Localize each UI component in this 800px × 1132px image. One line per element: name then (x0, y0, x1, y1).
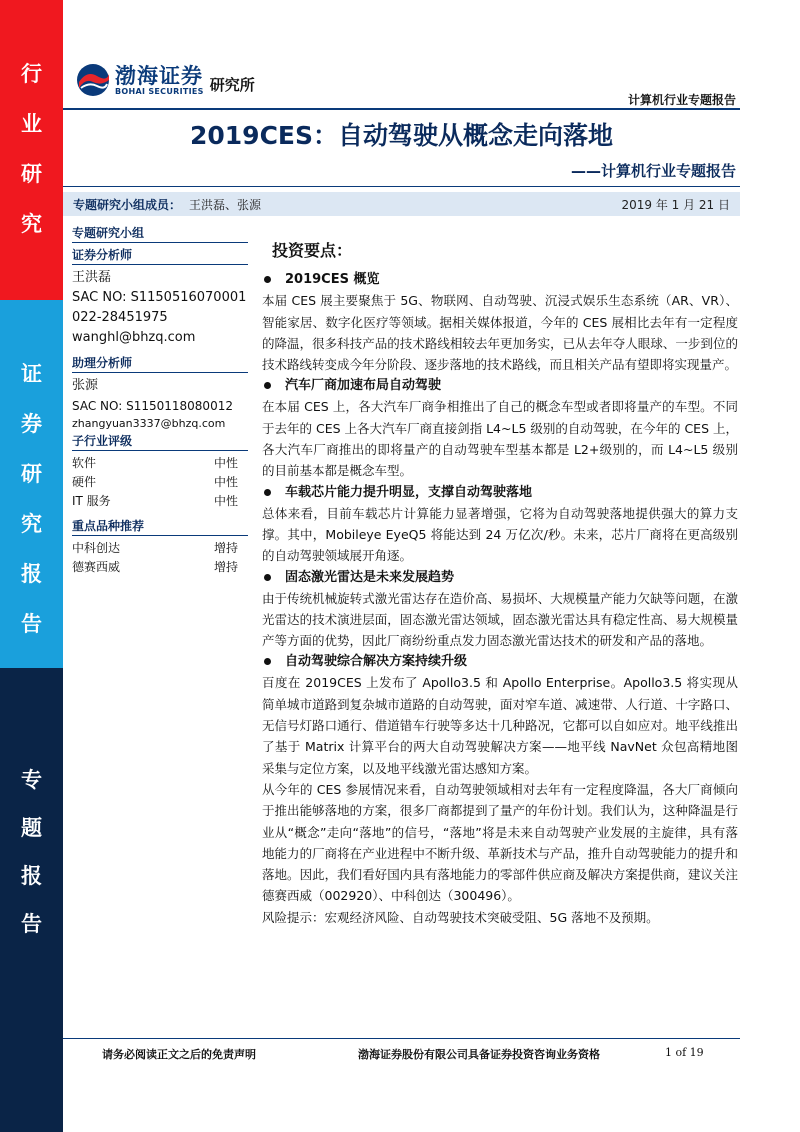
logo-company-cn: 渤海证券 (115, 62, 203, 88)
section-body: 本届 CES 展主要聚焦于 5G、物联网、自动驾驶、沉浸式娱乐生态系统（AR、VR）、智能家居、数字化医疗等领域。据相关媒体报道，今年的 CES 展相比去年有一定程度的降温，很多科技产品的技术路线相较去年更加务实，已从去年夺人眼球、一步到位的技术路线转变成今年分阶段、逐步落地的技术路线，而且相关产品有望即将实现量产。 (262, 293, 738, 373)
picks-heading: 重点品种推荐 (72, 517, 248, 536)
group-heading: 专题研究小组 (72, 224, 248, 243)
sidebar-navy-block (0, 668, 63, 1132)
section-body: 百度在 2019CES 上发布了 Apollo3.5 和 Apollo Enterprise。Apollo3.5 将实现从简单城市道路到复杂城市道路的自动驾驶，面对窄车道、减速带、人行道、十字路口、无信号灯路口通行、借道错车行驶等多达十几种路况，它都可以自如应对。地平线推出了基于 Matrix 计算平台的两大自动驾驶解决方案——地平线 NavNet 众包高精地图采集与定位方案，以及地平线激光雷达感知方案。 (262, 675, 738, 776)
analyst-phone: 022-28451975 (72, 310, 168, 325)
rating-row (72, 473, 248, 492)
rating-row (72, 492, 248, 511)
risk-warning: 风险提示：宏观经济风险、自动驾驶技术突破受阻、5G 落地不及预期。 (262, 909, 659, 925)
analyst-name: 王洪磊 (72, 270, 112, 285)
bullet-icon (264, 382, 271, 389)
section-body: 由于传统机械旋转式激光雷达存在造价高、易损坏、大规模量产能力欠缺等问题，在激光雷达的技术演进层面，固态激光雷达领域，固态激光雷达具有稳定性高、易大规模量产等方面的优势，因此厂商纷纷重点发力固态激光雷达技术的研发和产品的落地。 (262, 590, 738, 649)
divider (63, 186, 740, 187)
sidebar-char: 报 (21, 863, 42, 888)
investment-highlights (262, 240, 738, 928)
bullet-icon (264, 658, 271, 665)
divider (63, 108, 740, 110)
section-title: 固态激光雷达是未来发展趋势 (262, 567, 738, 588)
sidebar-char: 券 (21, 411, 42, 436)
page-subtitle: ——计算机行业专题报告 (570, 162, 736, 180)
sidebar-char: 行 (21, 61, 42, 86)
divider (63, 1038, 740, 1039)
pick-rating: 增持 (213, 541, 238, 555)
page-number: 1 of 19 (665, 1046, 704, 1059)
sidebar-char: 究 (21, 211, 42, 236)
report-date: 2019 年 1 月 21 日 (621, 197, 730, 212)
sidebar-red-block (0, 0, 63, 300)
team-label: 专题研究小组成员： (73, 197, 182, 212)
pick-name: 中科创达 (72, 541, 121, 555)
section-title: 2019CES 概览 (262, 269, 738, 290)
analyst-sac: SAC NO: S1150516070001 (72, 290, 247, 305)
logo-company-en: BOHAI SECURITIES (115, 86, 204, 96)
bullet-icon (264, 574, 271, 581)
company-logo (75, 62, 255, 98)
analyst-info-column (72, 224, 248, 577)
sidebar-char: 题 (21, 815, 42, 840)
rating-row (72, 454, 248, 473)
content-heading: 投资要点： (272, 241, 353, 260)
bohai-logo-icon (75, 62, 111, 98)
sidebar-char: 证 (21, 361, 42, 386)
team-bar (63, 192, 740, 216)
rating-name: 硬件 (72, 475, 97, 489)
report-type: 计算机行业专题报告 (627, 93, 736, 107)
sidebar-char: 究 (21, 511, 42, 536)
rating-value: 中性 (213, 475, 238, 489)
section-body: 总体来看，目前车载芯片计算能力显著增强，它将为自动驾驶落地提供强大的算力支撑。其中，Mobileye EyeQ5 将能达到 24 万亿次/秒。未来，芯片厂商将在更高级别的自动驾驶领域展开角逐。 (262, 505, 738, 564)
rating-heading: 子行业评级 (72, 432, 248, 451)
pick-rating: 增持 (213, 560, 238, 574)
sidebar-char: 告 (21, 611, 42, 636)
section-body: 在本届 CES 上，各大汽车厂商争相推出了自己的概念车型或者即将量产的车型。不同于去年的 CES 上各大汽车厂商直接剑指 L4~L5 级别的自动驾驶，在今年的 CES 上，各大汽车厂商推出的即将量产的自动驾驶车型基本都是 L2+级别的，而 L4~L5 级别的目前基本都是概念车型。 (262, 399, 738, 479)
analyst-heading: 证券分析师 (72, 246, 248, 265)
sidebar-char: 告 (21, 911, 42, 936)
pick-name: 德赛西威 (72, 560, 121, 574)
analyst-email[interactable]: wanghl@bhzq.com (72, 330, 196, 345)
bullet-icon (264, 489, 271, 496)
sidebar-char: 研 (21, 461, 42, 486)
team-names: 王洪磊、张源 (189, 197, 262, 212)
sidebar-char: 研 (21, 161, 42, 186)
page-title: 2019CES：自动驾驶从概念走向落地 (189, 121, 613, 150)
pick-row (72, 539, 248, 558)
bullet-icon (264, 276, 271, 283)
rating-value: 中性 (213, 456, 238, 470)
pick-row (72, 558, 248, 577)
sidebar-blue-block (0, 300, 63, 668)
sidebar-char: 业 (21, 111, 42, 136)
rating-value: 中性 (213, 494, 238, 508)
sidebar-char: 报 (21, 561, 42, 586)
footer-disclaimer: 请务必阅读正文之后的免责声明 (102, 1048, 256, 1061)
sidebar-char: 专 (21, 767, 42, 792)
assistant-name: 张源 (72, 378, 99, 393)
footer-qualification: 渤海证券股份有限公司具备证券投资咨询业务资格 (358, 1048, 600, 1061)
section-title: 自动驾驶综合解决方案持续升级 (262, 651, 738, 672)
assistant-heading: 助理分析师 (72, 354, 248, 373)
section-title: 车载芯片能力提升明显，支撑自动驾驶落地 (262, 482, 738, 503)
rating-name: IT 服务 (72, 494, 111, 508)
section-title: 汽车厂商加速布局自动驾驶 (262, 375, 738, 396)
logo-department: 研究所 (209, 75, 255, 94)
assistant-sac: SAC NO: S1150118080012 (72, 399, 233, 413)
assistant-email[interactable]: zhangyuan3337@bhzq.com (72, 417, 226, 430)
closing-paragraph: 从今年的 CES 参展情况来看，自动驾驶领域相对去年有一定程度降温，各大厂商倾向于推出能够落地的方案，很多厂商都提到了量产的年份计划。我们认为，这种降温是行业从“概念”走向“落地”的信号，“落地”将是未来自动驾驶产业发展的主旋律，具有落地能力的厂商将在产业进程中不断升级、革新技术与产品，推升自动驾驶能力的提升和落地。因此，我们看好国内具有落地能力的零部件供应商及解决方案提供商，建议关注德赛西威（002920）、中科创达（300496）。 (262, 781, 738, 904)
rating-name: 软件 (72, 456, 97, 470)
